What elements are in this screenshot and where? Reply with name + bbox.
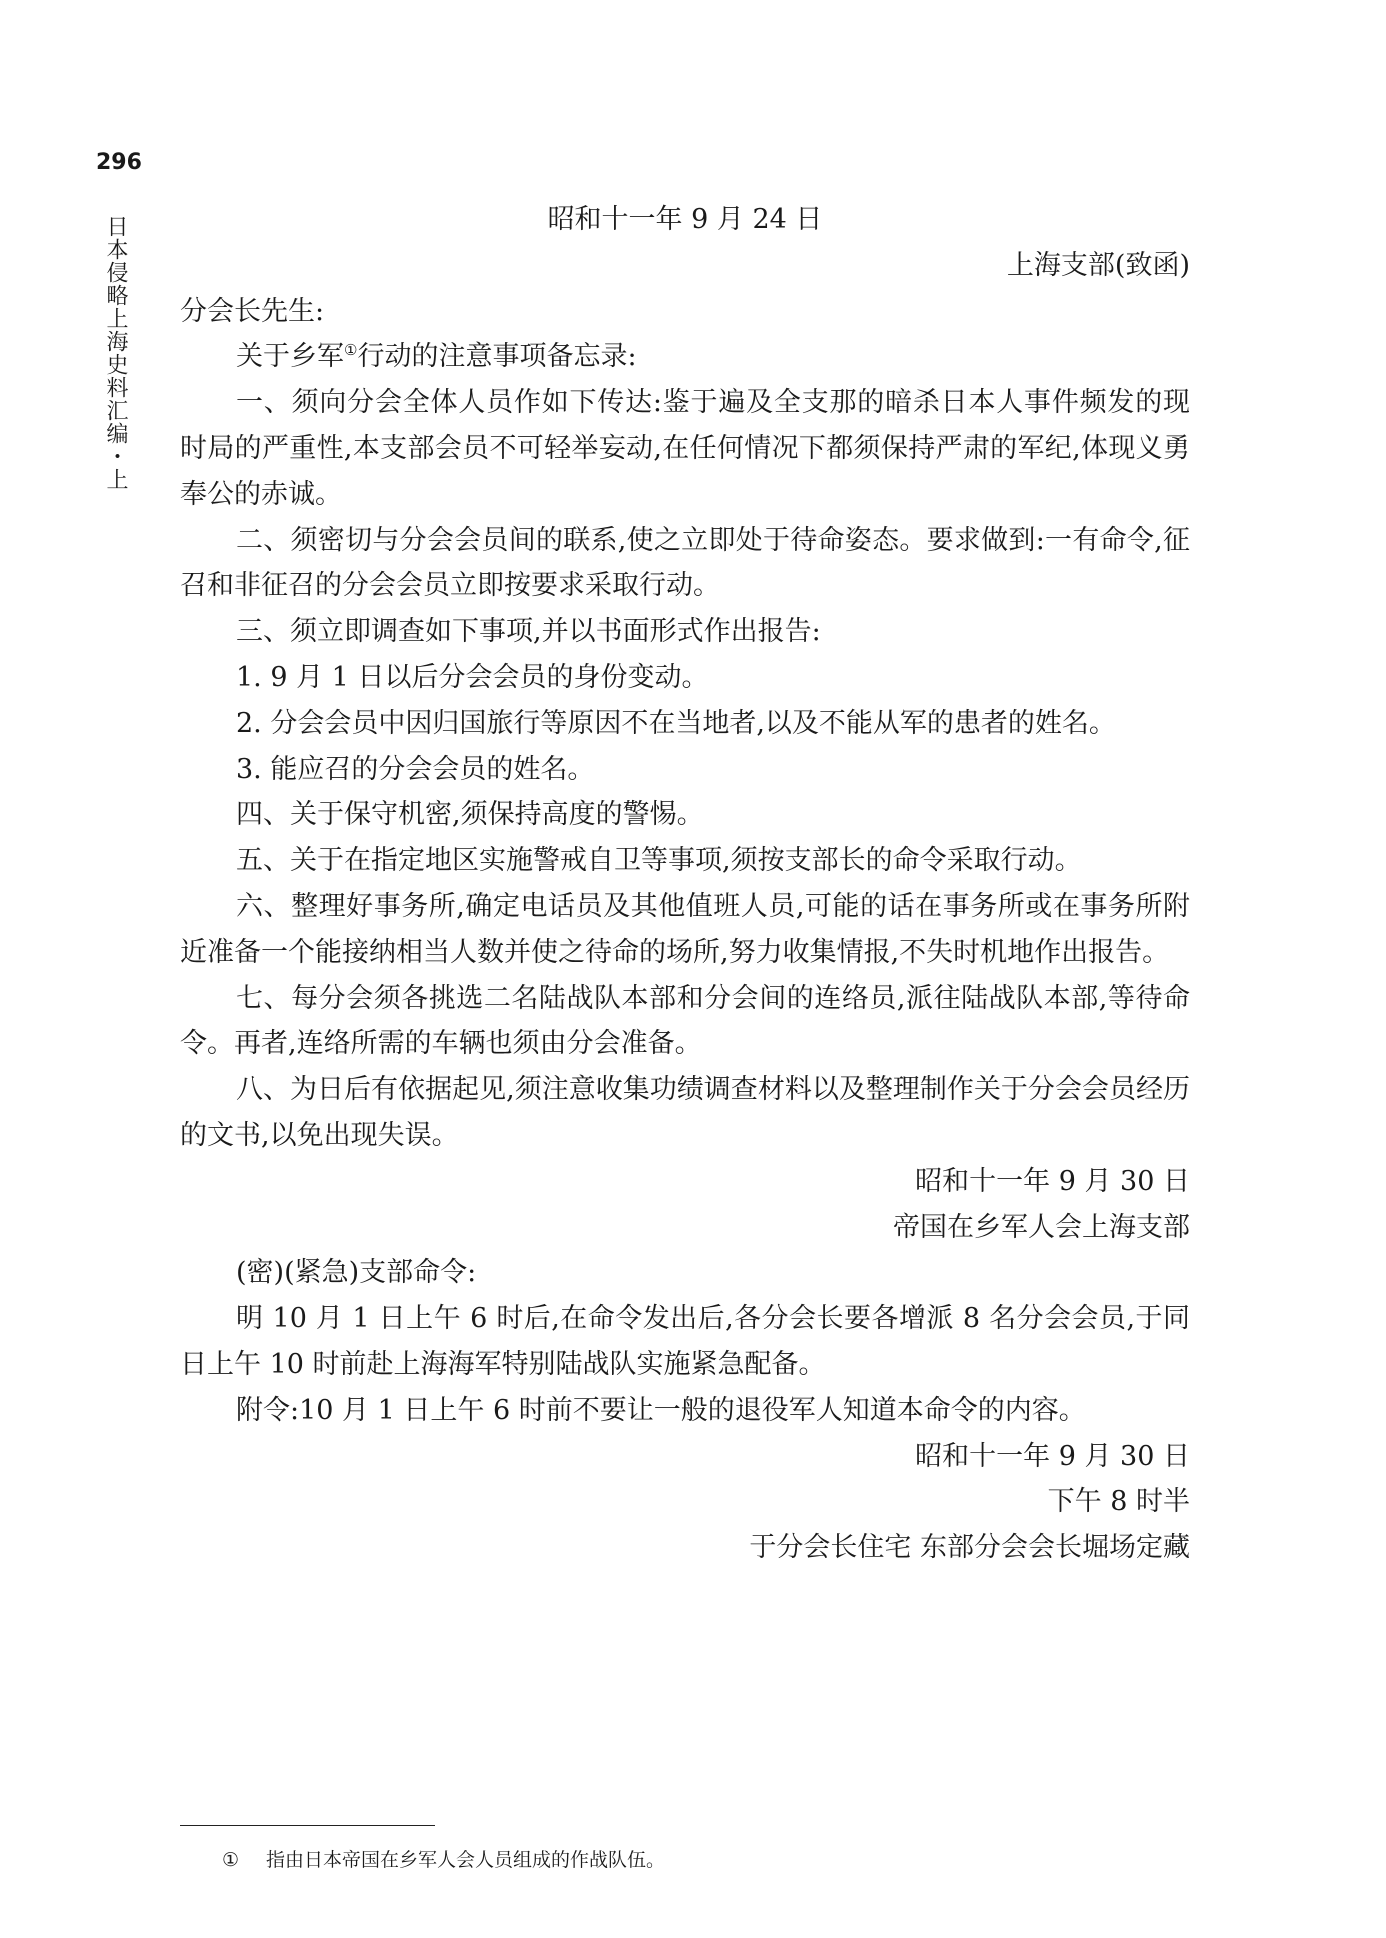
- item-2: 二、须密切与分会会员间的联系,使之立即处于待命姿态。要求做到:一有命令,征召和非征召的分会会员立即按要求采取行动。: [180, 524, 1190, 602]
- item-3-1: 1. 9 月 1 日以后分会会员的身份变动。: [236, 661, 709, 693]
- order-appendix: 附令:10 月 1 日上午 6 时前不要让一般的退役军人知道本命令的内容。: [236, 1394, 1086, 1426]
- memo-intro-after: 行动的注意事项备忘录:: [357, 341, 637, 373]
- item-4: 四、关于保守机密,须保持高度的警惕。: [236, 799, 704, 831]
- sender-line-1: 上海支部(致函): [1006, 249, 1190, 281]
- item-3-3: 3. 能应召的分会会员的姓名。: [236, 753, 595, 785]
- item-6: 六、整理好事务所,确定电话员及其他值班人员,可能的话在事务所或在事务所附近准备一个能接纳相当人数并使之待命的场所,努力收集情报,不失时机地作出报告。: [180, 890, 1190, 968]
- date-line-1: 昭和十一年 9 月 24 日: [547, 204, 823, 235]
- running-head: 日本侵略上海史料汇编・上: [103, 215, 128, 491]
- page-number: 296: [96, 150, 142, 175]
- signature-line-3: 于分会长住宅 东部分会会长堀场定藏: [749, 1532, 1190, 1564]
- item-5: 五、关于在指定地区实施警戒自卫等事项,须按支部长的命令采取行动。: [236, 845, 1082, 877]
- sender-line-2: 帝国在乡军人会上海支部: [893, 1211, 1190, 1243]
- date-line-2: 昭和十一年 9 月 30 日: [915, 1165, 1190, 1197]
- footnote-text: 指由日本帝国在乡军人会人员组成的作战队伍。: [266, 1849, 666, 1871]
- item-1: 一、须向分会全体人员作如下传达:鉴于遍及全支那的暗杀日本人事件频发的现时局的严重性,本支部会员不可轻举妄动,在任何情况下都须保持严肃的军纪,体现义勇奉公的赤诚。: [180, 387, 1190, 510]
- footnote-divider: [180, 1825, 435, 1826]
- date-line-3: 昭和十一年 9 月 30 日: [915, 1440, 1190, 1472]
- body-text: [180, 197, 1190, 1571]
- item-3: 三、须立即调查如下事项,并以书面形式作出报告:: [236, 616, 821, 648]
- footnote: [222, 1846, 1182, 1874]
- footnote-mark: ①: [222, 1849, 240, 1871]
- item-7: 七、每分会须各挑选二名陆战队本部和分会间的连络员,派往陆战队本部,等待命令。再者,连络所需的车辆也须由分会准备。: [180, 982, 1190, 1060]
- order-text: 明 10 月 1 日上午 6 时后,在命令发出后,各分会长要各增派 8 名分会会员,于同日上午 10 时前赴上海海军特别陆战队实施紧急配备。: [180, 1303, 1190, 1380]
- memo-intro: [180, 334, 1190, 380]
- salutation: 分会长先生:: [180, 295, 325, 327]
- footnote-reference: ①: [344, 341, 358, 360]
- time-line-3: 下午 8 时半: [1047, 1486, 1190, 1518]
- memo-intro-before: 关于乡军: [236, 341, 344, 373]
- item-8: 八、为日后有依据起见,须注意收集功绩调查材料以及整理制作关于分会会员经历的文书,以免出现失误。: [180, 1074, 1190, 1151]
- order-heading: (密)(紧急)支部命令:: [236, 1257, 477, 1289]
- item-3-2: 2. 分会会员中因归国旅行等原因不在当地者,以及不能从军的患者的姓名。: [236, 707, 1116, 739]
